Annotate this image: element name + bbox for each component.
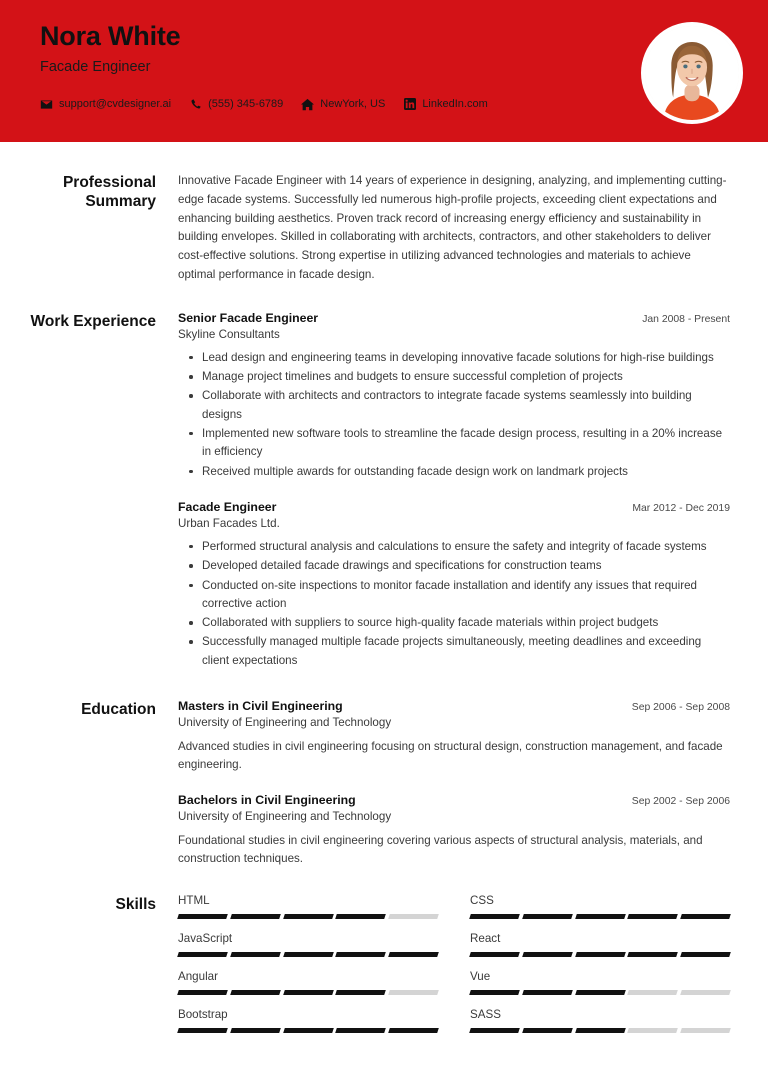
skill-level-segment <box>680 952 730 957</box>
skill-level-segment <box>522 952 572 957</box>
work-bullet: Lead design and engineering teams in developing innovative facade solutions for high-rise buildings <box>202 349 730 367</box>
skill-level-segment <box>336 990 386 995</box>
work-bullets <box>178 538 730 670</box>
skill-name: Bootstrap <box>178 1008 228 1022</box>
section-work-experience <box>30 311 738 671</box>
resume-body <box>0 142 768 1046</box>
section-education <box>30 699 738 868</box>
skill-name: React <box>470 932 501 946</box>
resume-header <box>0 0 768 142</box>
skill-item <box>470 970 730 1008</box>
contact-phone[interactable] <box>189 98 283 111</box>
skill-level-segment <box>388 914 438 919</box>
work-date: Jan 2008 - Present <box>642 313 730 325</box>
skill-level-segment <box>177 1028 227 1033</box>
skill-level-segment <box>522 914 572 919</box>
skill-level-bar <box>178 990 438 995</box>
work-role: Facade Engineer <box>178 499 277 514</box>
skill-level-segment <box>469 990 519 995</box>
contact-phone-text: (555) 345-6789 <box>208 98 284 111</box>
skill-level-segment <box>283 990 333 995</box>
skill-level-segment <box>230 914 280 919</box>
education-entry-head <box>178 699 730 713</box>
avatar-photo <box>645 26 739 120</box>
skill-level-bar <box>178 914 438 919</box>
section-title-summary: Professional Summary <box>62 174 156 211</box>
skill-name: Vue <box>470 970 491 984</box>
work-role: Senior Facade Engineer <box>178 310 319 325</box>
skill-item <box>470 1008 730 1046</box>
skill-level-segment <box>628 990 678 995</box>
avatar <box>641 22 743 124</box>
skill-level-segment <box>177 990 227 995</box>
skill-level-bar <box>470 1028 730 1033</box>
skills-grid <box>178 894 730 1046</box>
section-skills <box>30 894 738 1046</box>
skill-name: CSS <box>470 894 494 908</box>
skill-name: Angular <box>178 970 218 984</box>
work-company: Skyline Consultants <box>178 327 280 341</box>
education-description: Advanced studies in civil engineering focusing on structural design, construction management, and facade engineering. <box>178 740 723 772</box>
skill-level-segment <box>388 952 438 957</box>
skill-level-segment <box>469 952 519 957</box>
skill-level-segment <box>230 1028 280 1033</box>
skill-level-bar <box>178 1028 438 1033</box>
work-company: Urban Facades Ltd. <box>178 516 280 530</box>
education-degree: Masters in Civil Engineering <box>178 699 343 714</box>
summary-text: Innovative Facade Engineer with 14 years of experience in designing, analyzing, and implementing cutting-edge facade systems. Successfully led numerous high-profile projects, exceeding client expectations and enhancing building aesthetics. Proven track record of increasing energy efficiency and sustainability in building envelopes. Skilled in collaborating with architects, contractors, and other stakeholders to deliver cost-effective solutions. Strong expertise in utilizing advanced technologies and materials to achieve optimal performance in facade design. <box>178 174 727 281</box>
skill-level-segment <box>388 990 438 995</box>
skill-level-segment <box>336 914 386 919</box>
skill-level-segment <box>283 952 333 957</box>
skill-level-segment <box>522 990 572 995</box>
linkedin-icon <box>403 98 416 111</box>
skill-level-segment <box>230 990 280 995</box>
skill-level-segment <box>283 1028 333 1033</box>
contact-email-text: support@cvdesigner.ai <box>59 98 172 111</box>
education-school: University of Engineering and Technology <box>178 809 392 823</box>
skill-level-bar <box>178 952 438 957</box>
skill-level-segment <box>283 914 333 919</box>
skill-level-segment <box>680 1028 730 1033</box>
work-bullet: Manage project timelines and budgets to ensure successful completion of projects <box>202 368 730 386</box>
skill-level-segment <box>177 952 227 957</box>
skill-level-segment <box>628 1028 678 1033</box>
work-bullet: Collaborated with suppliers to source high-quality facade materials within project budgets <box>202 614 730 632</box>
skill-level-bar <box>470 914 730 919</box>
education-school: University of Engineering and Technology <box>178 716 392 730</box>
skill-name: JavaScript <box>178 932 233 946</box>
candidate-job-title: Facade Engineer <box>40 58 151 75</box>
skill-level-segment <box>469 914 519 919</box>
skill-level-segment <box>522 1028 572 1033</box>
work-entry <box>178 500 730 670</box>
skill-item <box>178 932 438 970</box>
section-title-work: Work Experience <box>30 312 156 330</box>
skill-item <box>470 894 730 932</box>
education-body <box>178 699 738 868</box>
contact-location-text: NewYork, US <box>320 98 386 111</box>
skill-name: SASS <box>470 1008 501 1022</box>
work-body <box>178 311 738 671</box>
education-entry <box>178 793 730 869</box>
skill-level-segment <box>680 990 730 995</box>
skill-level-segment <box>336 1028 386 1033</box>
work-entry <box>178 311 730 481</box>
education-entry-head <box>178 793 730 807</box>
education-degree: Bachelors in Civil Engineering <box>178 792 356 807</box>
skill-level-segment <box>680 914 730 919</box>
work-bullet: Conducted on-site inspections to monitor facade installation and identify any issues that required corrective action <box>202 577 730 614</box>
skill-level-segment <box>575 914 625 919</box>
skill-item <box>178 894 438 932</box>
education-entry <box>178 699 730 775</box>
work-bullet: Developed detailed facade drawings and specifications for construction teams <box>202 557 730 575</box>
work-bullet: Collaborate with architects and contractors to integrate facade systems seamlessly into building designs <box>202 387 730 424</box>
work-date: Mar 2012 - Dec 2019 <box>632 502 730 514</box>
skill-level-segment <box>575 952 625 957</box>
work-bullet: Performed structural analysis and calculations to ensure the safety and integrity of facade systems <box>202 538 730 556</box>
phone-icon <box>189 98 202 111</box>
skill-level-segment <box>628 914 678 919</box>
contact-linkedin[interactable] <box>403 98 487 111</box>
section-professional-summary <box>30 172 738 285</box>
skill-level-segment <box>177 914 227 919</box>
skill-item <box>470 932 730 970</box>
skill-level-segment <box>469 1028 519 1033</box>
education-date: Sep 2002 - Sep 2006 <box>631 795 730 807</box>
skill-level-segment <box>230 952 280 957</box>
skill-level-segment <box>575 990 625 995</box>
home-icon <box>301 98 314 111</box>
skill-item <box>178 970 438 1008</box>
work-bullet: Received multiple awards for outstanding facade design work on landmark projects <box>202 463 730 481</box>
work-entry-head <box>178 500 730 514</box>
work-entry-head <box>178 311 730 325</box>
contact-linkedin-text: LinkedIn.com <box>422 98 488 111</box>
skill-level-segment <box>628 952 678 957</box>
candidate-name: Nora White <box>40 21 181 51</box>
skill-level-bar <box>470 990 730 995</box>
work-bullets <box>178 349 730 481</box>
education-date: Sep 2006 - Sep 2008 <box>631 702 730 714</box>
work-bullet: Successfully managed multiple facade projects simultaneously, meeting deadlines and exceeding client expectations <box>202 633 730 670</box>
skill-name: HTML <box>178 894 210 908</box>
envelope-icon <box>40 98 53 111</box>
skill-level-segment <box>388 1028 438 1033</box>
skills-body <box>178 894 738 1046</box>
section-title-skills: Skills <box>115 896 156 914</box>
skill-item <box>178 1008 438 1046</box>
skill-level-bar <box>470 952 730 957</box>
work-bullet: Implemented new software tools to streamline the facade design process, resulting in a 20% increase in efficiency <box>202 425 730 462</box>
summary-body <box>178 172 738 285</box>
skill-level-segment <box>336 952 386 957</box>
education-description: Foundational studies in civil engineering covering various aspects of structural analysis, materials, and construction techniques. <box>178 833 703 865</box>
contact-location[interactable] <box>301 98 385 111</box>
contact-email[interactable] <box>40 98 171 111</box>
skill-level-segment <box>575 1028 625 1033</box>
section-title-education: Education <box>81 701 156 719</box>
